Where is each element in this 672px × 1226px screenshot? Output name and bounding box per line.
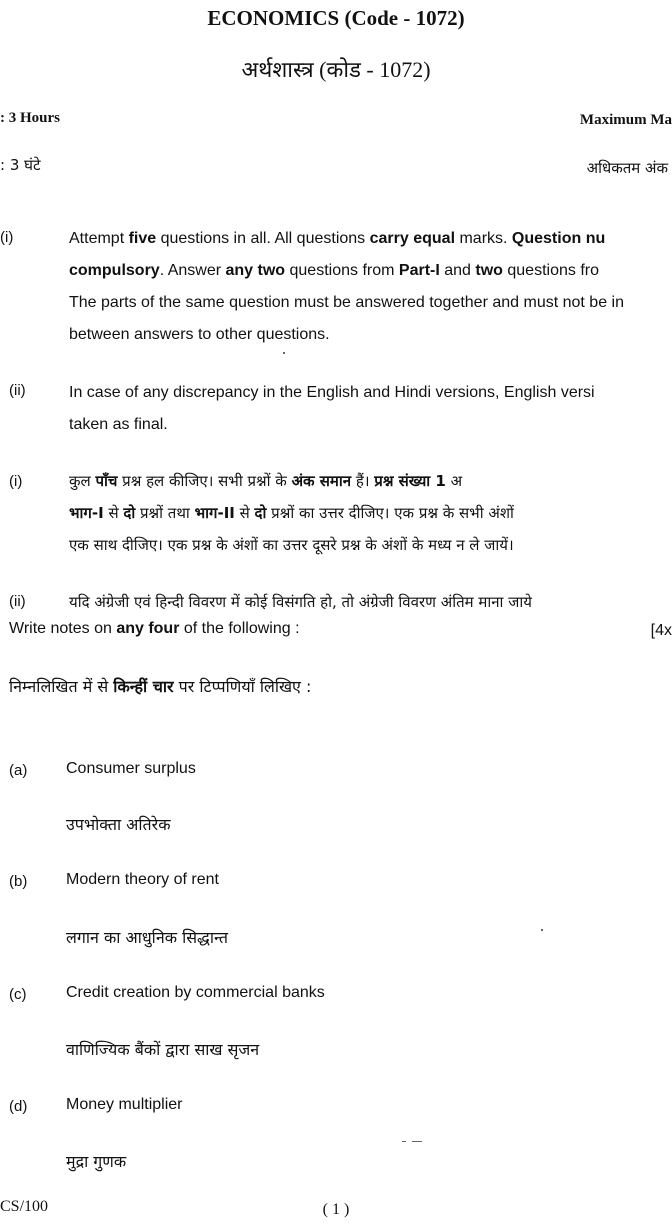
bold-text: Part-I xyxy=(398,262,440,279)
instruction-en-1-label: (i) xyxy=(0,229,14,246)
instruction-line: The parts of the same question must be answered together and must not be in xyxy=(69,294,624,311)
instruction-en-2-label: (ii) xyxy=(9,382,26,399)
bold-text: two xyxy=(475,262,503,279)
instruction-line: between answers to other questions. xyxy=(69,326,330,343)
paper-code: CS/100 xyxy=(0,1198,49,1215)
bold-text: किन्हीं चार xyxy=(113,677,174,696)
item-a-english: Consumer surplus xyxy=(66,760,196,777)
instruction-hi-1 xyxy=(69,465,514,561)
bold-text: Question nu xyxy=(511,230,606,247)
bold-text: भाग-II xyxy=(194,504,235,522)
instruction-en-2 xyxy=(69,377,595,441)
bold-text: any two xyxy=(225,262,286,279)
bold-text: पाँच xyxy=(95,472,118,490)
bold-text: carry equal xyxy=(369,230,456,247)
bold-text: five xyxy=(128,230,157,247)
maximum-marks-english: Maximum Ma xyxy=(579,112,672,128)
bold-text: प्रश्न संख्या 1 xyxy=(374,472,446,490)
item-b-hindi: लगान का आधुनिक सिद्धान्त xyxy=(66,928,229,947)
item-d-label: (d) xyxy=(9,1098,28,1115)
instruction-line: एक साथ दीजिए। एक प्रश्न के अंशों का उत्तर दूसरे प्रश्न के अंशों के मध्य न ले जायें। xyxy=(69,536,514,554)
instruction-hi-1-label: (i) xyxy=(9,473,23,490)
instruction-line: compulsory. Answer any two questions from Part-I and two questions fro xyxy=(69,262,599,279)
bold-text: दो xyxy=(254,504,267,522)
instruction-line: यदि अंग्रेजी एवं हिन्दी विवरण में कोई विसंगति हो, तो अंग्रेजी विवरण अंतिम माना जाये xyxy=(69,593,532,611)
item-a-label: (a) xyxy=(9,762,28,779)
instruction-line: Attempt five questions in all. All questions carry equal marks. Question nu xyxy=(69,230,606,247)
instruction-line: भाग-I से दो प्रश्नों तथा भाग-II से दो प्रश्नों का उत्तर दीजिए। एक प्रश्न के सभी अंशों xyxy=(69,504,514,522)
instruction-line: In case of any discrepancy in the English and Hindi versions, English versi xyxy=(69,384,595,401)
paper-title-english: ECONOMICS (Code - 1072) xyxy=(207,6,465,30)
item-d-hindi: मुद्रा गुणक xyxy=(66,1152,127,1171)
page-number: ( 1 ) xyxy=(322,1201,350,1218)
item-b-label: (b) xyxy=(9,873,28,890)
bold-text: अंक समान xyxy=(291,472,352,490)
bold-text: दो xyxy=(123,504,136,522)
instruction-en-1 xyxy=(69,223,624,351)
instruction-hi-2 xyxy=(69,586,532,618)
instruction-line: taken as final. xyxy=(69,416,168,433)
time-allowed-hindi: : 3 घंटे xyxy=(0,156,41,174)
scan-speck xyxy=(412,1141,422,1142)
item-c-english: Credit creation by commercial banks xyxy=(66,984,325,1001)
instruction-line: कुल पाँच प्रश्न हल कीजिए। सभी प्रश्नों के अंक समान हैं। प्रश्न संख्या 1 अ xyxy=(69,472,463,490)
item-a-hindi: उपभोक्ता अतिरेक xyxy=(66,815,171,834)
scan-speck xyxy=(283,352,285,354)
question-marks: [4x xyxy=(650,622,672,639)
bold-text: भाग-I xyxy=(69,504,104,522)
bold-text: compulsory xyxy=(69,262,160,279)
question-prompt-hindi: निम्नलिखित में से किन्हीं चार पर टिप्पणियाँ लिखिए : xyxy=(9,677,312,696)
scan-speck xyxy=(541,929,543,931)
bold-text: any four xyxy=(116,620,180,637)
paper-title-hindi: अर्थशास्त्र (कोड - 1072) xyxy=(241,57,431,82)
instruction-hi-2-label: (ii) xyxy=(9,593,26,610)
item-c-label: (c) xyxy=(9,986,27,1003)
item-b-english: Modern theory of rent xyxy=(66,871,219,888)
item-d-english: Money multiplier xyxy=(66,1096,183,1113)
maximum-marks-hindi: अधिकतम अंक xyxy=(586,159,668,177)
time-allowed-english: : 3 Hours xyxy=(0,110,60,126)
scan-speck xyxy=(402,1141,406,1142)
question-prompt-english: Write notes on any four of the following : xyxy=(9,620,300,637)
item-c-hindi: वाणिज्यिक बैंकों द्वारा साख सृजन xyxy=(66,1040,260,1059)
